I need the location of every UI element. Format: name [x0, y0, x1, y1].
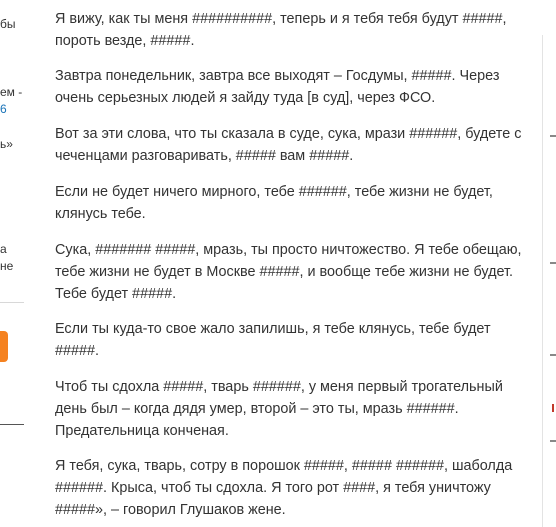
left-link-fragment[interactable]: 6 [0, 102, 7, 116]
left-fragment: не [0, 259, 14, 273]
article-paragraph: Сука, ####### #####, мразь, ты просто ничтожество. Я тебе обещаю, тебе жизни не будет в Москве #####, и вообще тебе жизни не будет. Тебе будет #####. [55, 242, 522, 302]
article-paragraph: Я тебя, сука, тварь, сотру в порошок #####, ##### ######, шаболда ######. Крыса, чтоб ты сдохла. Я того рот ####, я тебя уничтожу #####», – говорил Глушаков жене. [55, 458, 513, 518]
left-fragment: бы [0, 17, 16, 31]
action-button-clipped[interactable] [0, 331, 8, 362]
sidebar-marker [550, 440, 556, 442]
article-paragraph: Если не будет ничего мирного, тебе ######, тебе жизни не будет, клянусь тебе. [55, 184, 493, 222]
left-sidebar-clipped [0, 0, 24, 527]
sidebar-marker [552, 404, 554, 412]
article-paragraph: Вот за эти слова, что ты сказала в суде, сука, мрази ######, будете с чеченцами разговаривать, ##### вам #####. [55, 126, 522, 164]
left-fragment: ем - [0, 85, 23, 99]
divider [0, 302, 24, 303]
divider [542, 35, 543, 527]
article-paragraph: Чтоб ты сдохла #####, тварь ######, у меня первый трогательный день был – когда дядя умер, второй – это ты, мразь ######. Предательница конченая. [55, 379, 503, 439]
divider [0, 424, 24, 425]
left-fragment: ь» [0, 137, 13, 151]
sidebar-marker [550, 262, 556, 264]
article-paragraph: Завтра понедельник, завтра все выходят – Госдумы, #####. Через очень серьезных людей я зайду туда [в суд], через ФСО. [55, 68, 500, 106]
sidebar-marker [550, 135, 556, 137]
article-paragraph: Если ты куда-то свое жало запилишь, я тебе клянусь, тебе будет #####. [55, 321, 491, 359]
right-sidebar-clipped [540, 0, 556, 527]
sidebar-marker [550, 354, 556, 356]
left-fragment: а [0, 242, 7, 256]
article-paragraph: Я вижу, как ты меня ##########, теперь и я тебя тебя будут #####, пороть везде, #####. [55, 11, 507, 49]
